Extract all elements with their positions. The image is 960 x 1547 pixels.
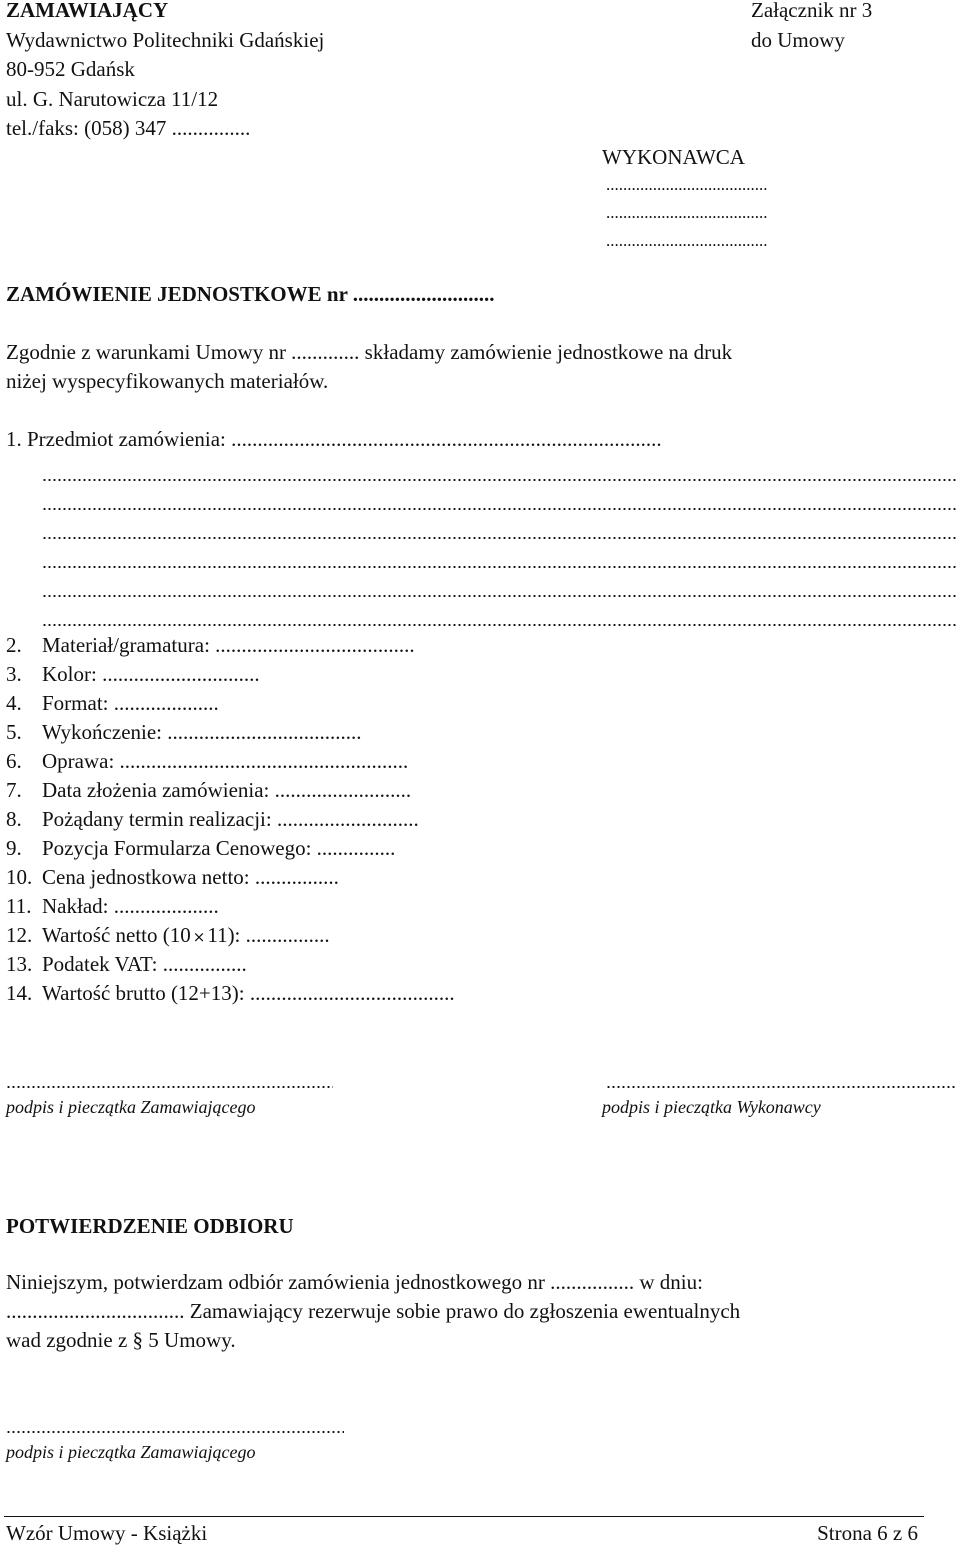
multiply-sign: × bbox=[192, 928, 206, 946]
order-title: ZAMÓWIENIE JEDNOSTKOWE nr ........................... bbox=[6, 282, 495, 306]
receipt-text: Niniejszym, potwierdzam odbiór zamówienia jednostkowego nr ................ w dniu: bbox=[6, 1270, 703, 1294]
footer-divider bbox=[4, 1516, 924, 1517]
receipt-text: wad zgodnie z § 5 Umowy. bbox=[6, 1328, 236, 1352]
list-item: 3. Kolor: .............................. bbox=[6, 662, 260, 686]
list-item: 11. Nakład: .................... bbox=[6, 894, 219, 918]
orderer-title: ZAMAWIAJĄCY bbox=[6, 0, 169, 22]
contractor-signature-caption: podpis i pieczątka Wykonawcy bbox=[602, 1097, 821, 1117]
fill-line bbox=[42, 507, 958, 511]
fill-line bbox=[42, 536, 958, 540]
list-item: 10. Cena jednostkowa netto: ................ bbox=[6, 865, 339, 889]
orderer-signature-caption: podpis i pieczątka Zamawiającego bbox=[6, 1097, 256, 1117]
list-item: 8. Pożądany termin realizacji: ........................... bbox=[6, 807, 419, 831]
list-item: 14. Wartość brutto (12+13): ....................................... bbox=[6, 981, 455, 1005]
list-item: 9. Pozycja Formularza Cenowego: ............... bbox=[6, 836, 396, 860]
orderer-line: Wydawnictwo Politechniki Gdańskiej bbox=[6, 28, 325, 52]
orderer-line: tel./faks: (058) 347 ............... bbox=[6, 116, 251, 140]
list-item: 6. Oprawa: ....................................................... bbox=[6, 749, 409, 773]
footer-document-name: Wzór Umowy - Książki bbox=[6, 1521, 208, 1545]
list-item: 13. Podatek VAT: ................ bbox=[6, 952, 247, 976]
signature-line bbox=[6, 1430, 344, 1434]
contractor-line: ...................................... bbox=[606, 231, 768, 250]
list-item: 7. Data złożenia zamówienia: .......................... bbox=[6, 778, 412, 802]
receipt-signature-caption: podpis i pieczątka Zamawiającego bbox=[6, 1442, 256, 1462]
annex-reference: do Umowy bbox=[751, 28, 845, 52]
orderer-line: 80-952 Gdańsk bbox=[6, 57, 135, 81]
fill-line bbox=[42, 623, 958, 627]
receipt-title: POTWIERDZENIE ODBIORU bbox=[6, 1214, 294, 1238]
fill-line bbox=[42, 565, 958, 569]
fill-line bbox=[42, 594, 958, 598]
section-sign: § bbox=[132, 1328, 144, 1352]
contractor-line: ...................................... bbox=[606, 175, 768, 194]
fill-line bbox=[42, 478, 958, 482]
list-item: 4. Format: .................... bbox=[6, 691, 219, 715]
orderer-line: ul. G. Narutowicza 11/12 bbox=[6, 87, 219, 111]
list-item: 5. Wykończenie: ..................................... bbox=[6, 720, 362, 744]
footer-page-number: Strona 6 z 6 bbox=[817, 1521, 918, 1545]
contractor-line: ...................................... bbox=[606, 203, 768, 222]
list-item: 2. Materiał/gramatura: ...................................... bbox=[6, 633, 415, 657]
order-intro: niżej wyspecyfikowanych materiałów. bbox=[6, 369, 329, 393]
contractor-title: WYKONAWCA bbox=[602, 145, 745, 169]
signature-line bbox=[606, 1085, 956, 1089]
signature-line bbox=[6, 1085, 333, 1089]
order-intro: Zgodnie z warunkami Umowy nr ............. składamy zamówienie jednostkowe na druk bbox=[6, 340, 733, 364]
item-subject: 1. Przedmiot zamówienia: .................................................................................. bbox=[6, 427, 662, 451]
list-item: 12. Wartość netto (10 ×11): ................ bbox=[6, 923, 330, 947]
annex-number: Załącznik nr 3 bbox=[751, 0, 873, 22]
receipt-text: .................................. Zamawiający rezerwuje sobie prawo do zgłoszenia ewentualnych bbox=[6, 1299, 741, 1323]
